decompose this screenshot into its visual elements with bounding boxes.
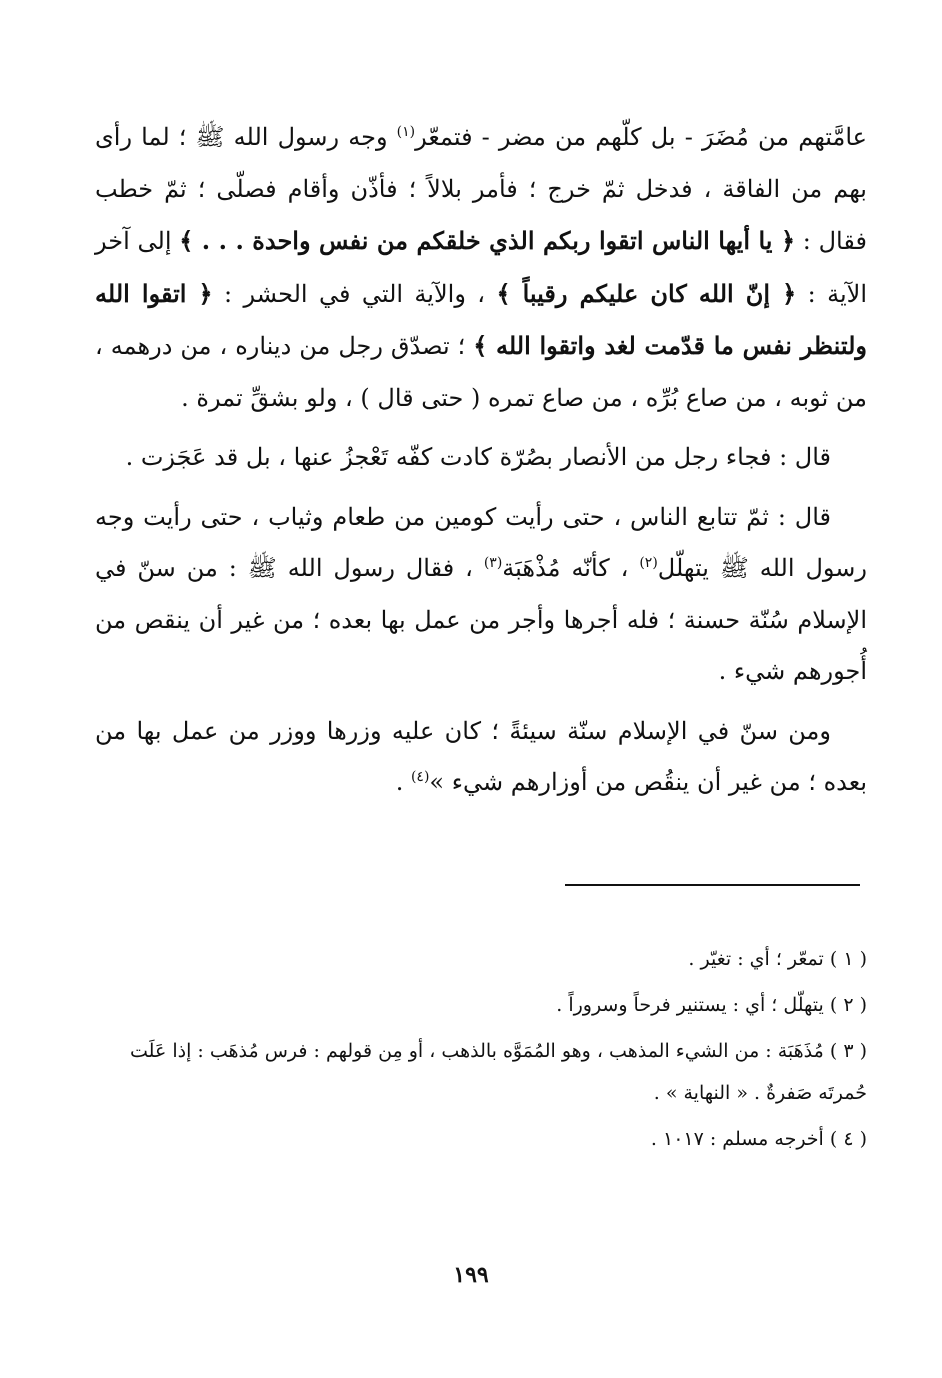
footnote-2: ( ٢ ) يتهلّل ؛ أي : يستنير فرحاً وسروراً . — [556, 994, 867, 1016]
footnote-divider — [565, 884, 860, 886]
text-segment: عامَّتهم من مُضَرَ - بل كلّهم من مضر - فتمعّر — [415, 123, 868, 151]
text-segment: إلى آخر الآية : — [95, 227, 867, 308]
footnote-1: ( ١ ) تمعّر ؛ أي : تغيّر . — [688, 948, 867, 970]
paragraph-1 — [95, 112, 867, 424]
text-segment: وجه رسول الله ﷺ ؛ لما رأى بهم من الفاقة ، فدخل ثمّ خرج ؛ فأمر بلالاً ؛ فأذّن وأقام فصلّى ؛ ثمّ خطب فقال : — [95, 123, 867, 255]
text-segment: ، فقال رسول الله ﷺ : من سنّ في الإسلام سُنّة حسنة ؛ فله أجرها وأجر من عمل بها بعده ؛ من غير أن ينقص من أُجورهم شيء . — [95, 554, 867, 685]
footnote-3: ( ٣ ) مُذَهَبَة : من الشيء المذهب ، وهو المُمَوَّه بالذهب ، أو مِن قولهم : فرس مُذهَب : إذا عَلَت حُمرتَه صَفرةٌ . « النهاية » . — [130, 1040, 867, 1104]
footnote-ref-2[interactable]: (٢) — [639, 555, 658, 571]
text-segment: . — [395, 768, 411, 796]
quran-verse-1: ﴿ يا أيها الناس اتقوا ربكم الذي خلقكم من نفس واحدة . . . ﴾ — [179, 226, 796, 255]
quran-verse-2: ﴿ إنّ الله كان عليكم رقيباً ﴾ — [496, 278, 797, 308]
paragraph-3 — [95, 492, 867, 698]
text-segment: ومن سنّ في الإسلام سنّة سيئةً ؛ كان عليه وزرها ووزر من عمل بها من بعده ؛ من غير أن ينقُص من أوزارهم شيء » — [95, 716, 867, 796]
main-text — [95, 112, 867, 809]
footnote-ref-4[interactable]: (٤) — [410, 769, 430, 785]
footnote-4: ( ٤ ) أخرجه مسلم : ١٠١٧ . — [650, 1128, 867, 1150]
text-segment: ، كأنّه مُذْهَبَة — [502, 554, 640, 582]
footnotes — [95, 938, 867, 1160]
paragraph-2: قال : فجاء رجل من الأنصار بصُرّة كادت كفّه تَعْجزُ عنها ، بل قد عَجَزت . — [125, 443, 831, 471]
footnote-ref-3[interactable]: (٣) — [483, 555, 503, 571]
page-number: ١٩٩ — [453, 1262, 489, 1288]
footnote-ref-1[interactable]: (١) — [396, 124, 416, 140]
paragraph-4 — [95, 706, 867, 809]
quran-verse-3: ﴿ اتقوا الله ولتنظر نفس ما قدّمت لغد واتقوا الله ﴾ — [95, 278, 868, 360]
text-segment: ، والآية التي في الحشر : — [212, 279, 497, 308]
text-segment: ؛ تصدّق رجل من ديناره ، من درهمه ، من ثوبه ، من صاع بُرِّه ، من صاع تمره ( حتى قال ) ، ولو بشقِّ تمرة . — [95, 332, 867, 412]
text-segment: قال : ثمّ تتابع الناس ، حتى رأيت كومين من طعام وثياب ، حتى رأيت وجه رسول الله ﷺ يتهلّل — [95, 502, 867, 582]
